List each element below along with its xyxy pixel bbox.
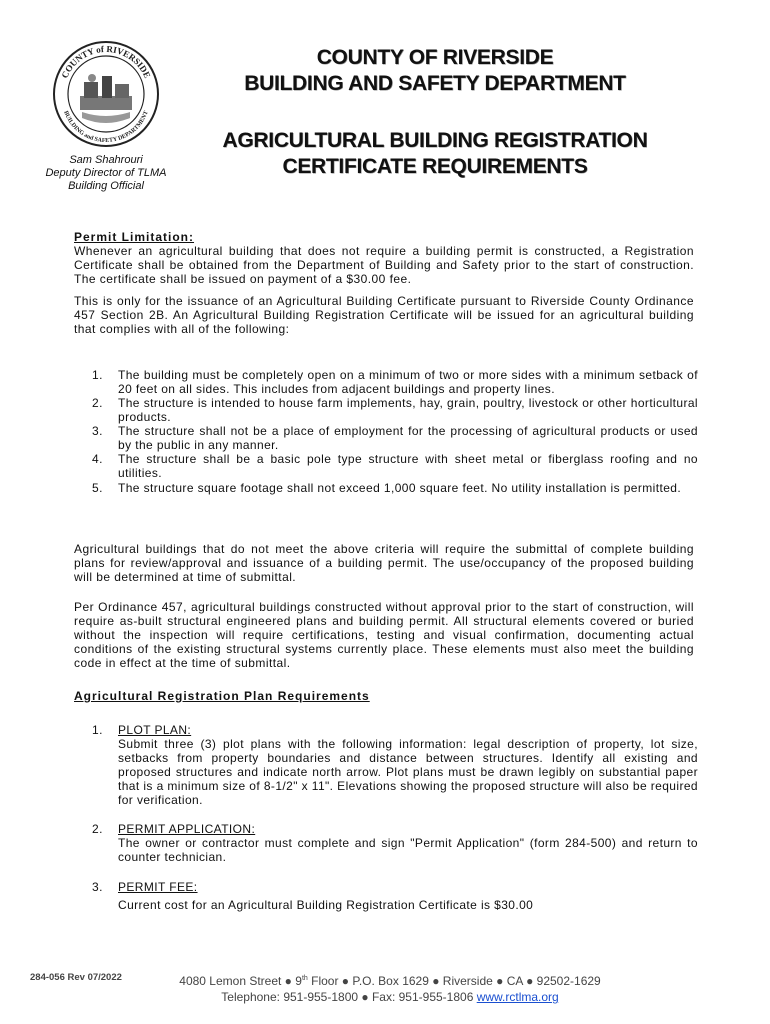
permit-limitation-paragraph-2: This is only for the issuance of an Agricultural Building Certificate pursuant to Riverside County Ordinance 457 Section 2B. An Agricultural Building Registration Certificate will be issued for an agricultural building that complies with all of the following: <box>74 294 694 336</box>
plan-requirements-title: Agricultural Registration Plan Requirements <box>74 689 370 703</box>
permit-limitation-title: Permit Limitation: <box>74 230 195 244</box>
svg-text:BUILDING and SAFETY DEPARTMENT: BUILDING and SAFETY DEPARTMENT <box>62 110 150 145</box>
county-seal-logo <box>52 40 160 148</box>
criteria-list <box>92 368 698 497</box>
title-line-2: CERTIFICATE REQUIREMENTS <box>282 155 588 178</box>
footer-contact: Telephone: 951-955-1800 ● Fax: 951-955-1806 www.rctlma.org <box>221 990 559 1004</box>
title-line-1: AGRICULTURAL BUILDING REGISTRATION <box>222 129 648 152</box>
list-item: 3. The structure shall not be a place of employment for the processing of agricultural products or used by the public in any manner. <box>92 424 698 452</box>
svg-text:COUNTY of RIVERSIDE: COUNTY of RIVERSIDE <box>59 43 153 80</box>
criteria-not-met-paragraph: Agricultural buildings that do not meet the above criteria will require the submittal of complete building plans for review/approval and issuance of a building permit. The use/occupancy of the proposed building will be determined at time of submittal. <box>74 542 694 584</box>
official-title: Deputy Director of TLMA <box>45 167 167 179</box>
permit-limitation-paragraph-1: Whenever an agricultural building that does not require a building permit is constructed, a Registration Certificate shall be obtained from the Department of Building and Safety prior to the start of construction. The certificate shall be issued on payment of a $30.00 fee. <box>74 244 694 286</box>
form-code: 284-056 Rev 07/2022 <box>30 972 122 983</box>
county-name: COUNTY OF RIVERSIDE <box>316 46 554 69</box>
official-name: Sam Shahrouri <box>69 154 143 166</box>
department-heading <box>180 45 690 97</box>
official-block <box>36 154 176 193</box>
ordinance-paragraph: Per Ordinance 457, agricultural buildings constructed without approval prior to the start of construction, will require as-built structural engineered plans and building permit. All structural elements covered or buried without the inspection will require certifications, testing and visual confirmation, documenting actual conditions of the existing structural systems currently place. These elements must also meet the building code in effect at the time of submittal. <box>74 600 694 670</box>
footer-address: 4080 Lemon Street ● 9th Floor ● P.O. Box 1629 ● Riverside ● CA ● 92502-1629 <box>179 974 601 988</box>
plot-plan-requirement: 1. PLOT PLAN: Submit three (3) plot plans with the following information: legal description of property, lot size, setbacks from property boundaries and distance between structures. Identify all existing and proposed structures and indicate north arrow. Plot plans must be drawn legibly on substantial paper that is a minimum size of 8-1/2" x 11". Elevations showing the proposed structure will also be required for verification. <box>92 723 698 807</box>
list-item: 1. The building must be completely open on a minimum of two or more sides with a minimum setback of 20 feet on all sides. This includes from adjacent buildings and property lines. <box>92 368 698 396</box>
permit-limitation-section <box>74 230 694 336</box>
website-link[interactable]: www.rctlma.org <box>476 990 559 1004</box>
permit-fee-requirement: 3. PERMIT FEE: Current cost for an Agricultural Building Registration Certificate is $30.00 <box>92 880 534 912</box>
list-item: 2. The structure is intended to house farm implements, hay, grain, poultry, livestock or other horticultural products. <box>92 396 698 424</box>
list-item: 5. The structure square footage shall not exceed 1,000 square feet. No utility installation is permitted. <box>92 481 682 495</box>
document-title <box>180 128 690 180</box>
official-role: Building Official <box>68 180 144 192</box>
permit-application-requirement: 2. PERMIT APPLICATION: The owner or contractor must complete and sign "Permit Application" (form 284-500) and return to counter technician. <box>92 822 698 864</box>
list-item: 4. The structure shall be a basic pole type structure with sheet metal or fiberglass roofing and no utilities. <box>92 452 698 480</box>
department-name: BUILDING AND SAFETY DEPARTMENT <box>244 72 626 95</box>
